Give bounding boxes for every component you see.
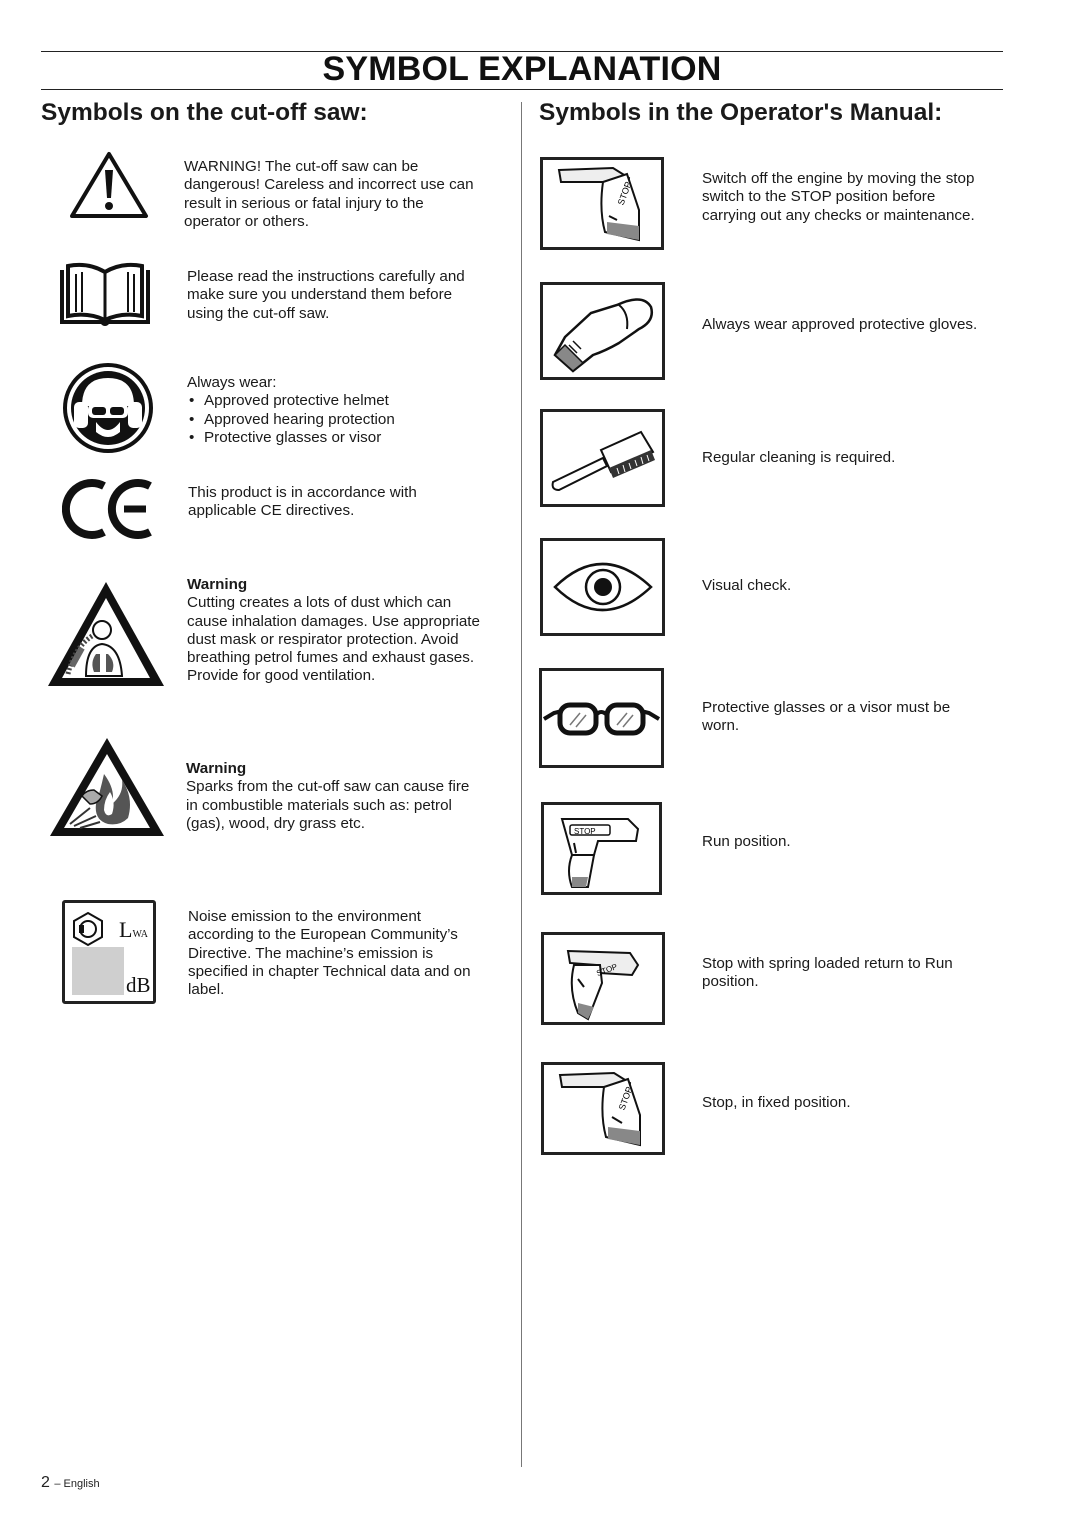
noise-emission-icon [62, 900, 156, 1004]
left-item-7-text: Noise emission to the environment according to the European Community’s Directive. The machine’s emission is specified in chapter Technical data and on label. [188, 908, 471, 999]
left-item-6-text: Warning Sparks from the cut-off saw can cause fire in combustible materials such as: petrol (gas), wood, dry grass etc. [186, 760, 470, 832]
page-number: 2 [41, 1474, 50, 1491]
lwa-subscript: WA [132, 929, 149, 940]
switch-stop-label: STOP [574, 827, 596, 836]
cleaning-brush-icon [540, 409, 665, 507]
stop-switch-icon [540, 157, 664, 250]
right-item-4-text: Visual check. [702, 577, 792, 594]
right-item-6-text: Run position. [702, 833, 791, 850]
run-position-switch-icon [541, 802, 662, 895]
right-item-3-text: Regular cleaning is required. [702, 449, 896, 466]
noise-value-panel [72, 947, 124, 995]
left-item-1-text: WARNING! The cut-off saw can be dangerous! Careless and incorrect use can result in serious or fatal injury to the operator or others. [184, 158, 474, 230]
right-heading: Symbols in the Operator's Manual: [539, 99, 943, 126]
switch-stop-label: STOP [595, 962, 619, 979]
footer-language: – English [54, 1478, 100, 1490]
ce-mark-icon [62, 476, 156, 542]
warning-triangle-icon [68, 150, 150, 220]
column-divider [521, 102, 522, 1467]
protective-gear-head-icon [62, 362, 154, 454]
spring-stop-switch-icon [541, 932, 665, 1025]
page-title: SYMBOL EXPLANATION [322, 50, 722, 88]
left-item-5-text: Warning Cutting creates a lots of dust which can cause inhalation damages. Use appropriate dust mask or respirator protection. Avoid breathing petrol fumes and exhaust gases. Provide for good ventilation. [187, 576, 480, 685]
right-item-7-text: Stop with spring loaded return to Run position. [702, 955, 953, 991]
eye-icon [540, 538, 665, 636]
switch-stop-label: STOP [616, 1085, 635, 1112]
protective-glove-icon [540, 282, 665, 380]
db-unit: dB [126, 973, 151, 997]
right-item-8-text: Stop, in fixed position. [702, 1094, 851, 1111]
left-heading: Symbols on the cut-off saw: [41, 99, 368, 126]
left-item-4-text: This product is in accordance with applicable CE directives. [188, 484, 417, 520]
right-item-2-text: Always wear approved protective gloves. [702, 316, 978, 333]
page-footer [41, 1474, 100, 1492]
switch-stop-label: STOP [615, 180, 634, 207]
dust-inhalation-warning-icon [44, 578, 168, 690]
fixed-stop-switch-icon [541, 1062, 665, 1155]
fire-sparks-warning-icon [46, 734, 168, 840]
right-item-5-text: Protective glasses or a visor must be worn. [702, 699, 951, 735]
title-rule [41, 89, 1003, 90]
safety-glasses-icon [539, 668, 664, 768]
manual-book-icon [58, 262, 152, 328]
left-item-3-text: Always wear: • Approved protective helmet • Approved hearing protection • Protective glasses or visor [187, 374, 395, 446]
left-item-2-text: Please read the instructions carefully and make sure you understand them before using the cut-off saw. [187, 268, 465, 322]
right-item-1-text: Switch off the engine by moving the stop switch to the STOP position before carrying out any checks or maintenance. [702, 170, 975, 224]
lwa-letter: L [119, 917, 133, 942]
